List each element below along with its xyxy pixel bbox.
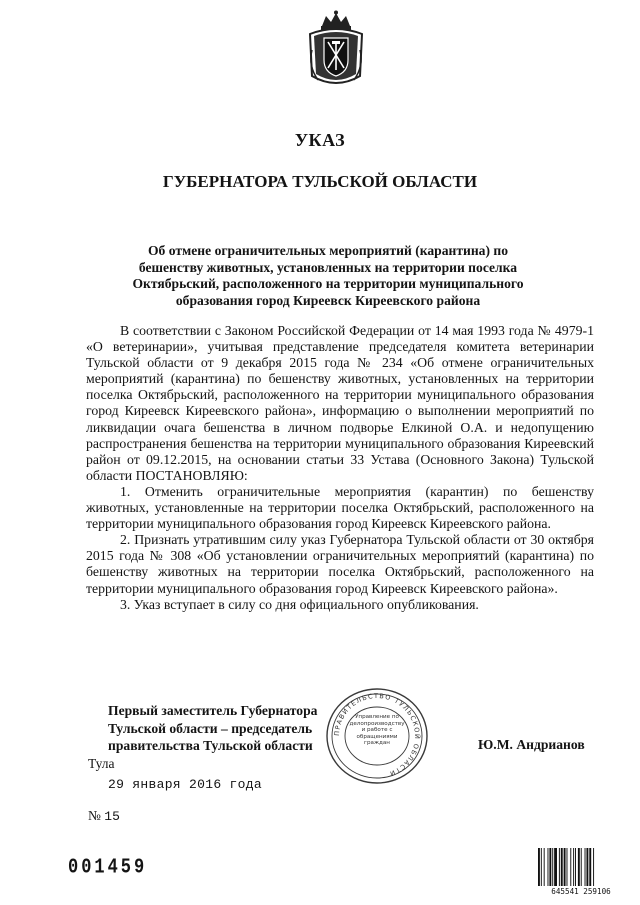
- signer-position: [108, 702, 317, 755]
- number-label: №: [88, 808, 101, 823]
- barcode-bar: [573, 848, 574, 886]
- barcode-bar: [559, 848, 560, 886]
- barcode-bar: [585, 848, 586, 886]
- body-paragraph: 1. Отменить ограничительные мероприятия (карантин) по бешенству животных, установленные на территории поселка Октябрьский, расположенного на территории муниципального образования город Киреевск Киреевского района.: [86, 483, 594, 532]
- body-paragraph: В соответствии с Законом Российской Федерации от 14 мая 1993 года № 4979-1 «О ветеринарии», учитывая представление председателя комитета ветеринарии Тульской области от 9 декабря 2015 года № 234 «Об отмене ограничительных мероприятий (карантина) по бешенству животных, установленных на территории поселка Октябрьский, расположенного на территории муниципального образования город Киреевск Киреевского района», информацию о выполнении мероприятий по ликвидации очага бешенства в личном подворье Елкиной О.А. и недопущению распространения бешенства на территории муниципального образования Киреевский район от 09.12.2015, на основании статьи 33 Устава (Основного Закона) Тульской области ПОСТАНОВЛЯЮ:: [86, 323, 594, 483]
- signer-position-line: Тульской области – председатель: [108, 720, 313, 736]
- barcode-bar: [564, 848, 566, 886]
- official-seal-icon: [316, 686, 438, 786]
- coat-of-arms-icon: [304, 10, 368, 90]
- barcode-bar: [541, 848, 542, 886]
- barcode-bar: [552, 848, 553, 886]
- signer-name: Ю.М. Андрианов: [478, 737, 585, 752]
- signer-position-line: правительства Тульской области: [108, 738, 313, 753]
- serial-number: 001459: [68, 856, 148, 880]
- seal-ring-text: ПРАВИТЕЛЬСТВО ТУЛЬСКОЙ ОБЛАСТИ: [332, 691, 422, 778]
- signer-position-line: Первый заместитель Губернатора: [108, 703, 318, 718]
- document-subject: [112, 243, 544, 309]
- document-number: [88, 808, 120, 824]
- barcode-bar: [548, 848, 549, 886]
- document-body: [86, 323, 594, 613]
- barcode-bar: [554, 848, 557, 886]
- body-paragraph: 3. Указ вступает в силу со дня официального опубликования.: [120, 596, 479, 612]
- barcode-number: 645541 259106: [551, 887, 611, 896]
- barcode-bar: [575, 848, 576, 886]
- number-value: 15: [104, 809, 120, 824]
- subject-line: Об отмене ограничительных мероприятий (карантина) по: [147, 243, 509, 258]
- document-subtitle: ГУБЕРНАТОРА ТУЛЬСКОЙ ОБЛАСТИ: [162, 172, 478, 191]
- barcode-bar: [589, 848, 591, 886]
- body-paragraph: 2. Признать утратившим силу указ Губернатора Тульской области от 30 октября 2015 года № 308 «Об установлении ограничительных мероприятий (карантина) по бешенству животных на территории поселка Октябрьский, расположенного на территории муниципального образования город Киреевск Киреевского района».: [86, 532, 594, 596]
- issue-date: 29 января 2016 года: [108, 777, 262, 792]
- subject-line: бешенству животных, установленных на территории поселка: [138, 259, 518, 275]
- document-title: УКАЗ: [294, 130, 346, 150]
- barcode-icon: [536, 846, 626, 896]
- subject-line: образования город Киреевск Киреевского района: [175, 292, 481, 308]
- barcode-bar: [561, 848, 563, 886]
- barcode-bar: [544, 848, 545, 886]
- barcode-bar: [538, 848, 540, 886]
- barcode-bar: [593, 848, 594, 886]
- subject-line: Октябрьский, расположенного на территории муниципального: [132, 276, 524, 292]
- seal-center-text: Управление по делопроизводству и работе с обращениями граждан: [349, 714, 405, 747]
- barcode-bar: [567, 848, 568, 886]
- barcode-bar: [586, 848, 588, 886]
- barcode-bar: [570, 848, 571, 886]
- barcode-bar: [581, 848, 582, 886]
- issue-city: Тула: [88, 756, 115, 771]
- barcode-bar: [549, 848, 551, 886]
- barcode-bar: [578, 848, 580, 886]
